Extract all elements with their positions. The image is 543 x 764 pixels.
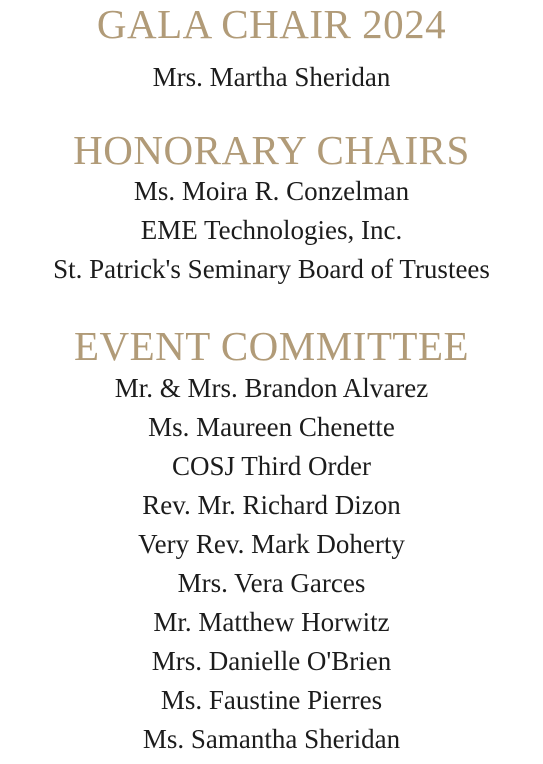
committee-member-name: Mrs. Danielle O'Brien: [151, 646, 392, 676]
honorary-chair-name: St. Patrick's Seminary Board of Trustees: [53, 254, 490, 284]
committee-member-name: Rev. Mr. Richard Dizon: [142, 490, 401, 520]
honorary-chairs-section: [0, 128, 543, 289]
honorary-chairs-list: [0, 172, 543, 289]
honorary-chairs-heading: HONORARY CHAIRS: [73, 127, 470, 173]
committee-member-name: COSJ Third Order: [172, 451, 371, 481]
committee-member-name: Very Rev. Mark Doherty: [138, 529, 405, 559]
committee-member-name: Mrs. Vera Garces: [177, 568, 366, 598]
event-committee-list: [0, 369, 543, 759]
committee-member-name: Mr. & Mrs. Brandon Alvarez: [114, 373, 429, 403]
honorary-chair-name: EME Technologies, Inc.: [140, 215, 403, 245]
committee-member-name: Ms. Faustine Pierres: [160, 685, 383, 715]
event-committee-heading: EVENT COMMITTEE: [73, 323, 470, 369]
committee-member-name: Ms. Maureen Chenette: [148, 412, 395, 442]
committee-member-name: Mr. Matthew Horwitz: [153, 607, 390, 637]
gala-chair-section: [0, 2, 543, 97]
gala-chair-list: [0, 58, 543, 97]
gala-chair-name: Mrs. Martha Sheridan: [152, 62, 391, 92]
honorary-chair-name: Ms. Moira R. Conzelman: [133, 176, 410, 206]
gala-chair-heading: GALA CHAIR 2024: [96, 1, 447, 47]
committee-member-name: Ms. Samantha Sheridan: [142, 724, 401, 754]
event-committee-section: [0, 324, 543, 759]
